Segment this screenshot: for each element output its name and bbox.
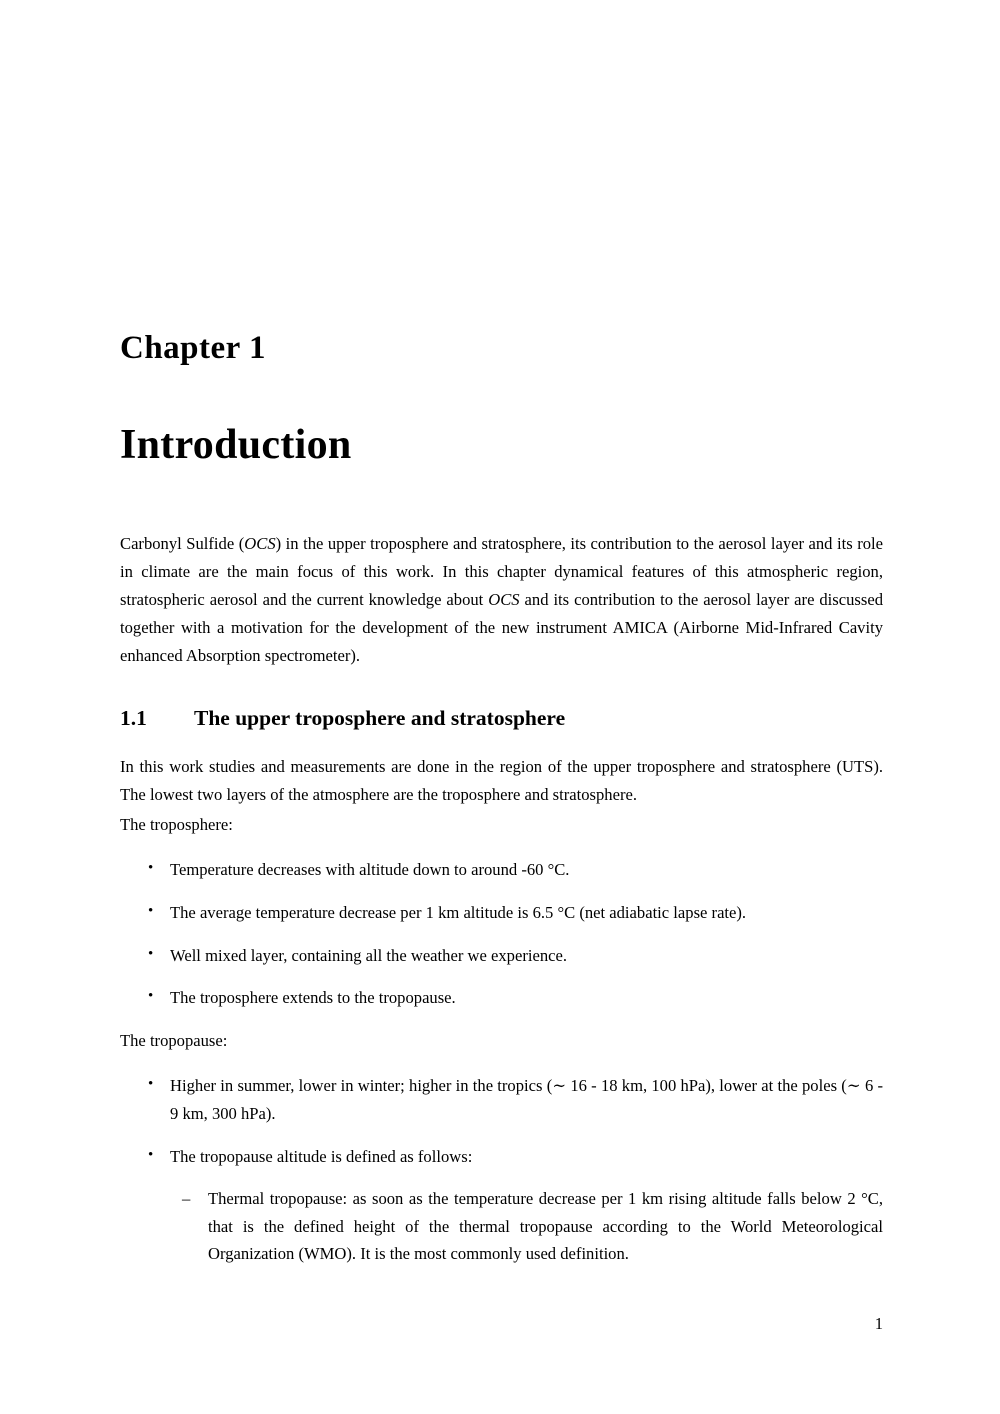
troposphere-bullet-list (120, 856, 883, 1011)
intro-text-3: and its contribution to the aerosol layer are discussed together with a motivation for the development of the new instrument AMICA (Airborne Mid-Infrared Cavity enhanced Absorption spectrometer). (120, 590, 883, 665)
list-item: • Higher in summer, lower in winter; higher in the tropics (∼ 16 - 18 km, 100 hPa), lower at the poles (∼ 6 - 9 km, 300 hPa). (120, 1072, 883, 1127)
section-title: The upper troposphere and stratosphere (194, 705, 566, 730)
list-item: – Thermal tropopause: as soon as the temperature decrease per 1 km rising altitude falls below 2 °C, that is the defined height of the thermal tropopause according to the World Meteorological Organization (WMO). It is the most commonly used definition. (120, 1185, 883, 1268)
paragraph-uts-intro: In this work studies and measurements are done in the region of the upper troposphere and stratosphere (UTS). The lowest two layers of the atmosphere are the troposphere and stratosphere. (120, 756, 883, 804)
section-number: 1.1 (120, 705, 147, 730)
list-item: • Temperature decreases with altitude down to around -60 °C. (120, 856, 883, 884)
paragraph-troposphere-label: The troposphere: (120, 814, 233, 834)
tropopause-sublist (120, 1185, 883, 1268)
list-item: • The average temperature decrease per 1 km altitude is 6.5 °C (net adiabatic lapse rate). (120, 899, 883, 927)
paragraph-tropopause-label: The tropopause: (120, 1030, 228, 1050)
page-content (120, 0, 883, 1280)
intro-paragraph (120, 530, 883, 669)
intro-math-ocs-2: OCS (488, 590, 520, 610)
page-number: 1 (874, 1314, 883, 1333)
chapter-title: Introduction (120, 422, 352, 469)
list-item: • The tropopause altitude is defined as follows: (120, 1143, 883, 1171)
section-heading (120, 706, 883, 731)
intro-text-2: ) in the upper troposphere and stratosphere, its contribution to the aerosol layer and its role in climate are the main focus of this work. In this chapter dynamical features of this atmospheric region, stratospheric aerosol and the current knowledge about (120, 534, 883, 610)
intro-math-ocs-1: OCS (244, 534, 276, 554)
chapter-number: Chapter 1 (120, 330, 266, 366)
list-item: • The troposphere extends to the tropopause. (120, 984, 883, 1012)
tropopause-bullet-list (120, 1072, 883, 1170)
intro-text-1: Carbonyl Sulfide ( (120, 534, 245, 554)
list-item: • Well mixed layer, containing all the weather we experience. (120, 942, 883, 970)
